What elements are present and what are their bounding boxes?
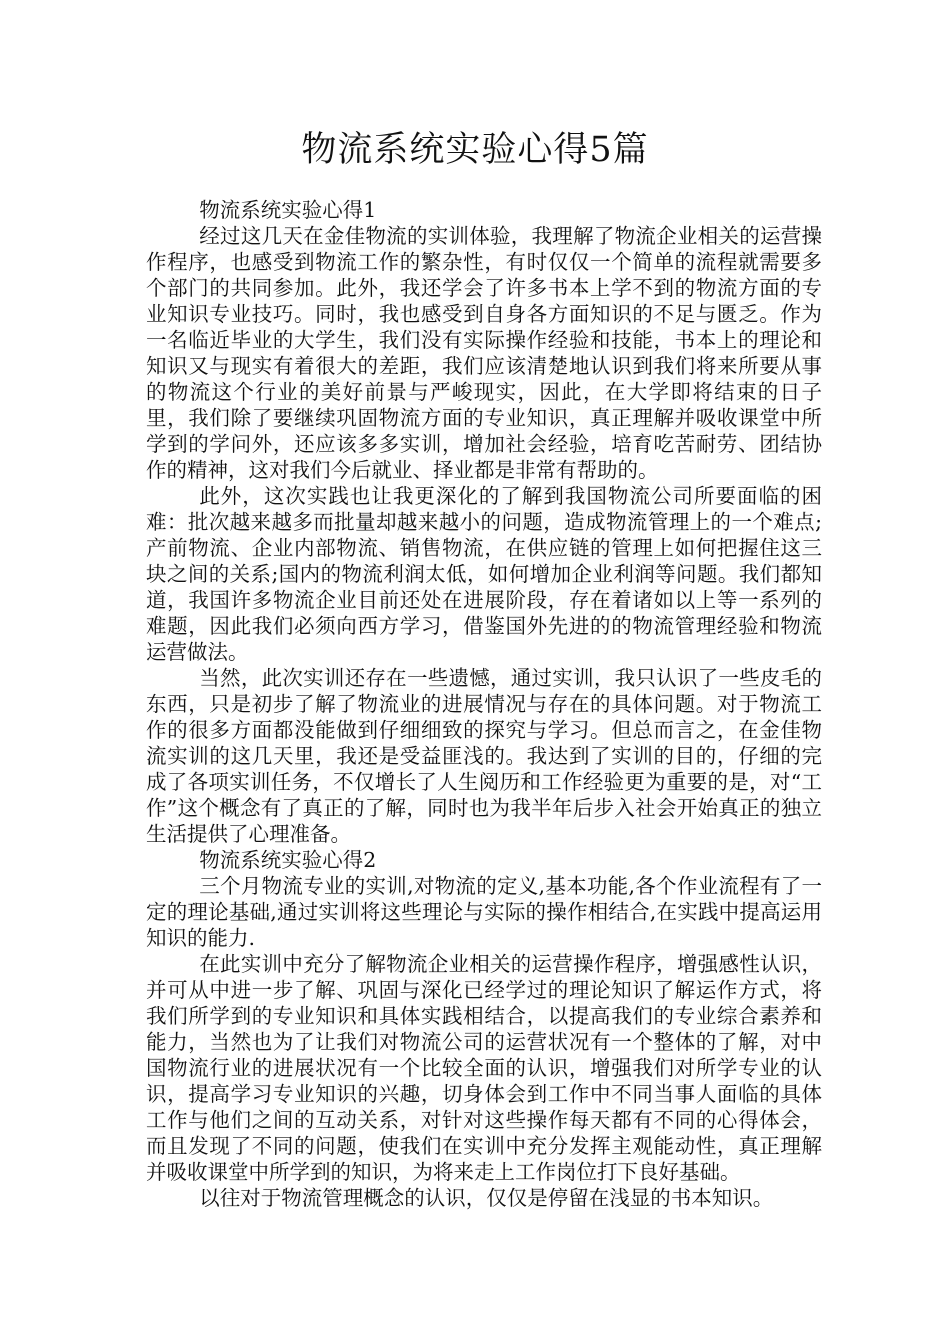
section-heading-2: 物流系统实验心得2 <box>199 848 377 872</box>
paragraph: 经过这几天在金佳物流的实训体验，我理解了物流企业相关的运营操作程序，也感受到物流工作的繁杂性，有时仅仅一个简单的流程就需要多个部门的共同参加。此外，我还学会了许多书本上学不到的物流方面的专业知识专业技巧。同时，我也感受到自身各方面知识的不足与匮乏。作为一名临近毕业的大学生，我们没有实际操作经验和技能，书本上的理论和知识又与现实有着很大的差距，我们应该清楚地认识到我们将来所要从事的物流这个行业的美好前景与严峻现实，因此，在大学即将结束的日子里，我们除了要继续巩固物流方面的专业知识，真正理解并吸收课堂中所学到的学问外，还应该多多实训，增加社会经验，培育吃苦耐劳、团结协作的精神，这对我们今后就业、择业都是非常有帮助的。 <box>146 224 822 482</box>
paragraph: 在此实训中充分了解物流企业相关的运营操作程序，增强感性认识，并可从中进一步了解、巩固与深化已经学过的理论知识了解运作方式，将我们所学到的专业知识和具体实践相结合，以提高我们的专业综合素养和能力，当然也为了让我们对物流公司的运营状况有一个整体的了解，对中国物流行业的进展状况有一个比较全面的认识，增强我们对所学专业的认识，提高学习专业知识的兴趣，切身体会到工作中不同当事人面临的具体工作与他们之间的互动关系，对针对这些操作每天都有不同的心得体会，而且发现了不同的问题，使我们在实训中充分发挥主观能动性，真正理解并吸收课堂中所学到的知识，为将来走上工作岗位打下良好基础。 <box>146 952 822 1184</box>
page-title: 物流系统实验心得5篇 <box>301 130 649 170</box>
paragraph: 三个月物流专业的实训,对物流的定义,基本功能,各个作业流程有了一定的理论基础,通过实训将这些理论与实际的操作相结合,在实践中提高运用知识的能力. <box>146 874 822 950</box>
paragraph: 此外，这次实践也让我更深化的了解到我国物流公司所要面临的困难：批次越来越多而批量却越来越小的问题，造成物流管理上的一个难点;产前物流、企业内部物流、销售物流，在供应链的管理上如何把握住这三块之间的关系;国内的物流利润太低，如何增加企业利润等问题。我们都知道，我国许多物流企业目前还处在进展阶段，存在着诸如以上等一系列的难题，因此我们必须向西方学习，借鉴国外先进的的物流管理经验和物流运营做法。 <box>146 484 822 664</box>
paragraph: 以往对于物流管理概念的认识，仅仅是停留在浅显的书本知识。 <box>199 1186 774 1210</box>
document-body <box>146 197 822 1211</box>
section-heading-1: 物流系统实验心得1 <box>199 198 377 222</box>
paragraph: 当然，此次实训还存在一些遗憾，通过实训，我只认识了一些皮毛的东西，只是初步了解了物流业的进展情况与存在的具体问题。对于物流工作的很多方面都没能做到仔细细致的探究与学习。但总而言之，在金佳物流实训的这几天里，我还是受益匪浅的。我达到了实训的目的，仔细的完成了各项实训任务，不仅增长了人生阅历和工作经验更为重要的是，对“工作”这个概念有了真正的了解，同时也为我半年后步入社会开始真正的独立生活提供了心理准备。 <box>146 666 822 846</box>
